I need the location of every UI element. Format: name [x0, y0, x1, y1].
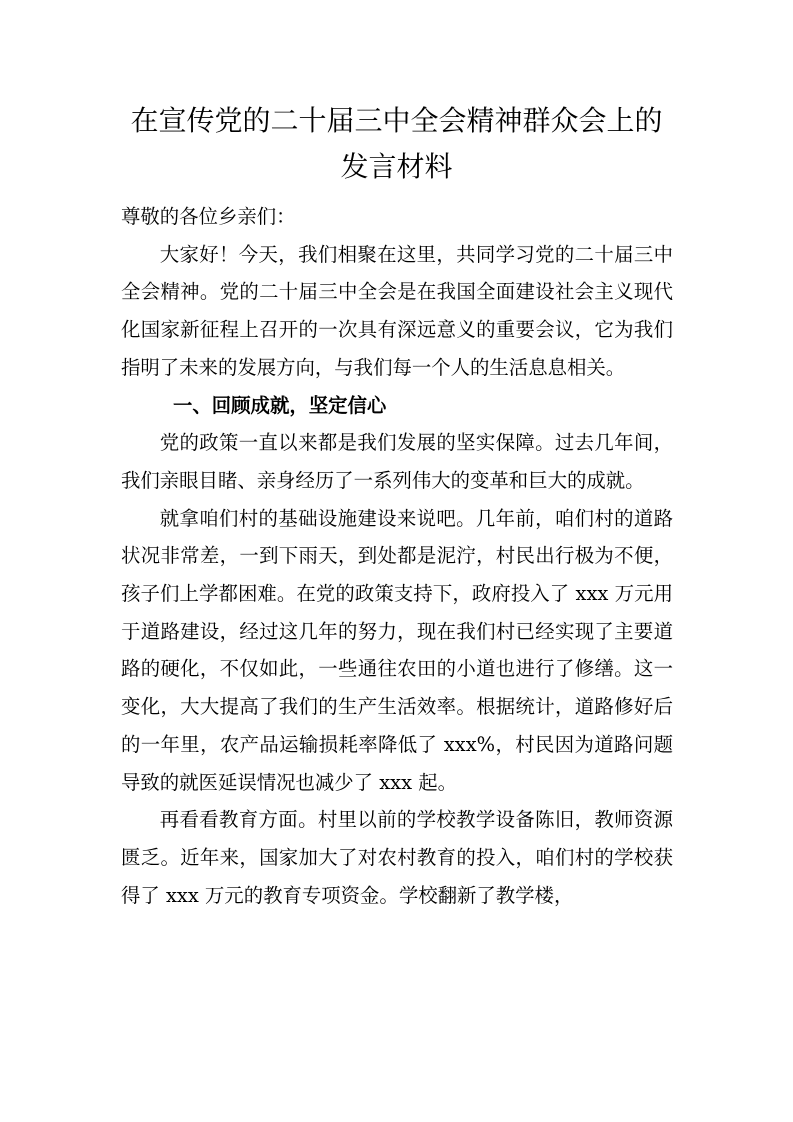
- salutation: 尊敬的各位乡亲们：: [121, 205, 296, 228]
- paragraph-achievements: 党的政策一直以来都是我们发展的坚实保障。过去几年间，我们亲眼目睹、亲身经历了一系列伟大的变革和巨大的成就。: [121, 431, 673, 492]
- document-body: [121, 198, 673, 914]
- paragraph-opening: 大家好！今天，我们相聚在这里，共同学习党的二十届三中全会精神。党的二十届三中全会是在我国全面建设社会主义现代化国家新征程上召开的一次具有深远意义的重要会议，它为我们指明了未来的发展方向，与我们每一个人的生活息息相关。: [121, 242, 673, 379]
- document-title: 在宣传党的二十届三中全会精神群众会上的发言材料: [130, 104, 663, 183]
- paragraph-education: 再看看教育方面。村里以前的学校教学设备陈旧，教师资源匮乏。近年来，国家加大了对农村教育的投入，咱们村的学校获得了 xxx 万元的教育专项资金。学校翻新了教学楼，: [121, 808, 673, 907]
- section-heading: 一、回顾成就，坚定信心: [173, 393, 387, 417]
- paragraph-infrastructure: 就拿咱们村的基础设施建设来说吧。几年前，咱们村的道路状况非常差，一到下雨天，到处都是泥泞，村民出行极为不便，孩子们上学都困难。在党的政策支持下，政府投入了 xxx 万元用于道路建设，经过这几年的努力，现在我们村已经实现了主要道路的硬化，不仅如此，一些通往农田的小道也进行了修缮。这一变化，大大提高了我们的生产生活效率。根据统计，道路修好后的一年里，农产品运输损耗率降低了 xxx%，村民因为道路问题导致的就医延误情况也减少了 xxx 起。: [121, 506, 673, 794]
